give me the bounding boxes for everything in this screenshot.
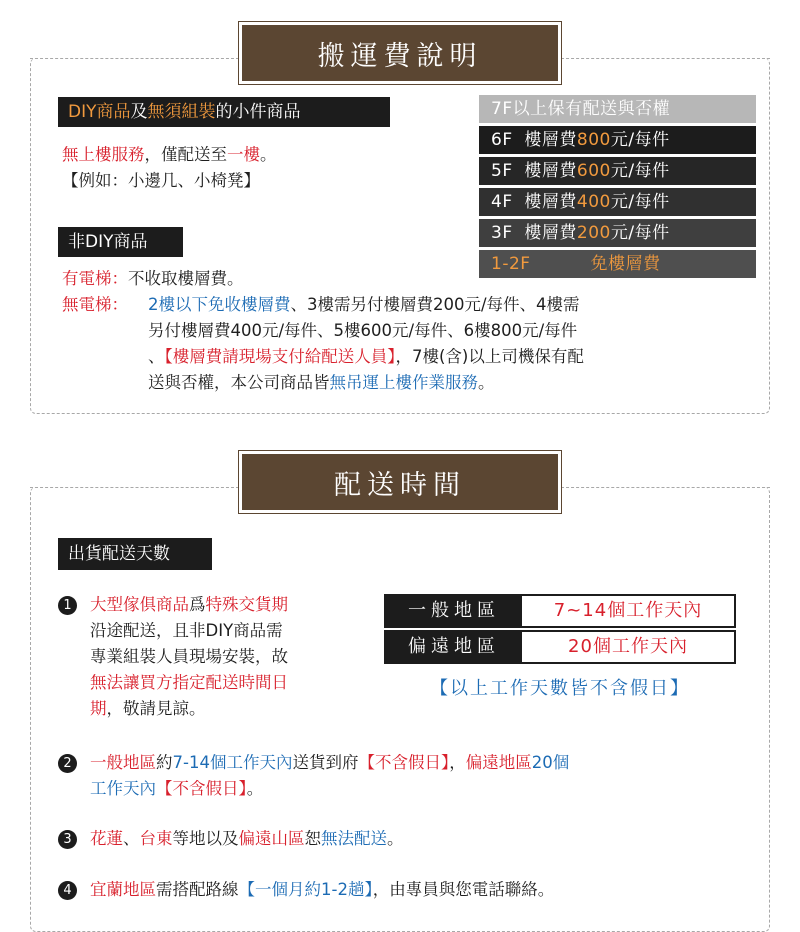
no-elevator-line-3: 、【樓層費請現場支付給配送人員】，7樓(含)以上司機保有配 [148,347,584,366]
region-days-remote: 20個工作天內 [568,636,688,657]
section-title-shipping-fee [239,22,561,84]
item-1-number: 1 [58,596,77,615]
no-elevator-label: 無電梯： [62,295,128,314]
section-title-text: 搬運費說明 [317,40,483,72]
no-elevator-line-2: 另付樓層費400元/每件、5樓600元/每件、6樓800元/每件 [148,321,578,340]
region-row-general [384,594,736,628]
item-3-number: 3 [58,830,77,849]
title-line-right-2 [561,487,770,488]
region-name-remote: 偏遠地區 [386,632,522,662]
item-2-number: 2 [58,754,77,773]
item-2-line-1: 一般地區約7-14個工作天內送貨到府【不含假日】，偏遠地區20個 [90,753,570,772]
item-1-line-2: 沿途配送，且非DIY商品需 [90,621,283,640]
item-1-line-5: 期，敬請見諒。 [90,699,206,718]
fee-row-6f: 6F 樓層費800元/每件 [479,126,756,154]
title-line-left-2 [30,487,239,488]
region-name-general: 一般地區 [386,596,522,626]
region-note: 【以上工作天數皆不含假日】 [430,678,690,699]
diy-line-2: 【例如：小邊几、小椅凳】 [62,171,260,190]
title-line-right [561,58,770,59]
item-1-line-1: 大型傢俱商品爲特殊交貨期 [90,595,288,614]
fee-table-header: 7F以上保有配送與否權 [479,95,756,123]
item-1-line-4: 無法讓買方指定配送時間日 [90,673,288,692]
non-diy-label: 非DIY商品 [58,227,183,257]
fee-row-3f: 3F 樓層費200元/每件 [479,219,756,247]
item-2-line-2: 工作天內【不含假日】。 [90,779,264,798]
no-elevator-line-4: 送與否權，本公司商品皆無吊運上樓作業服務。 [148,373,495,392]
diy-line-1: 無上樓服務，僅配送至一樓。 [62,145,277,164]
region-row-remote [384,630,736,664]
item-1-line-3: 專業組裝人員現場安裝，故 [90,647,288,666]
fee-row-1-2f: 1-2F 免樓層費 [479,250,756,278]
title-line-left [30,58,239,59]
section-title-delivery-time [239,451,561,513]
diy-label: DIY商品及無須組裝的小件商品 [58,97,390,127]
fee-row-5f: 5F 樓層費600元/每件 [479,157,756,185]
item-4-line: 宜蘭地區需搭配路線【一個月約1-2趟】，由專員與您電話聯絡。 [90,880,555,899]
shipping-days-label: 出貨配送天數 [58,538,212,570]
item-3-line: 花蓮、台東等地以及偏遠山區恕無法配送。 [90,829,404,848]
fee-row-4f: 4F 樓層費400元/每件 [479,188,756,216]
no-elevator-line-1: 2樓以下免收樓層費、3樓需另付樓層費200元/每件、4樓需 [148,295,580,314]
item-4-number: 4 [58,881,77,900]
elevator-line: 有電梯：不收取樓層費。 [62,269,244,288]
section-title-text-2: 配送時間 [334,469,466,501]
region-days-general: 7~14個工作天內 [553,600,703,621]
